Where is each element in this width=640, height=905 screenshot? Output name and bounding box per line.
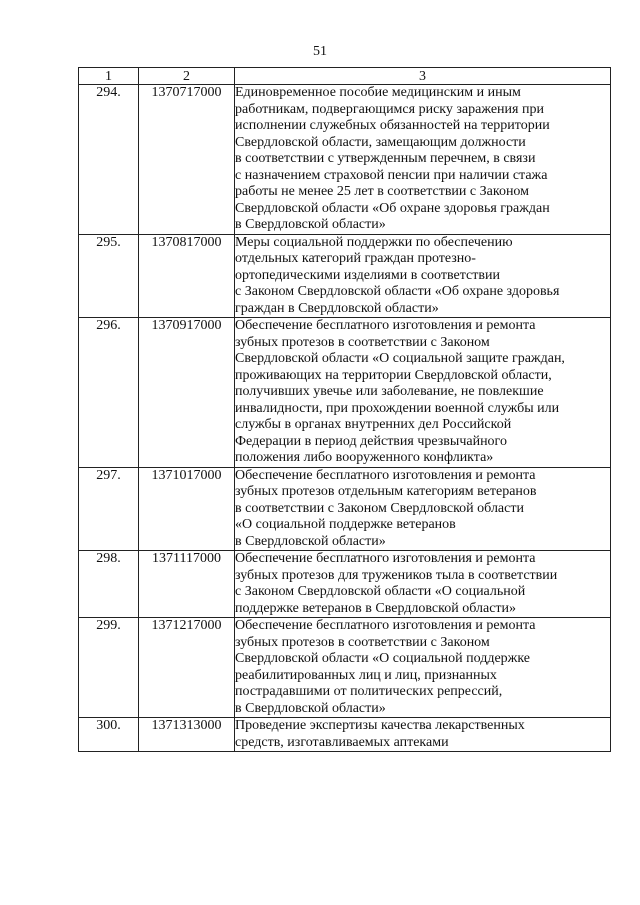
row-number: 298.: [79, 551, 139, 618]
table-row: [79, 718, 611, 752]
description-line: пострадавшими от политических репрессий,: [235, 684, 503, 699]
description-line: с Законом Свердловской области «О социальной: [235, 584, 526, 599]
description-line: Обеспечение бесплатного изготовления и ремонта: [235, 467, 536, 483]
description-line: работы не менее 25 лет в соответствии с Законом: [235, 184, 530, 199]
row-description: [235, 467, 611, 551]
description-line: граждан в Свердловской области»: [235, 300, 439, 316]
description-line: получивших увечье или заболевание, не повлекшие: [235, 384, 544, 399]
row-description: [235, 234, 611, 318]
row-code: 1370817000: [139, 234, 235, 318]
description-line: работникам, подвергающимся риску заражения при: [235, 101, 544, 117]
description-line: Проведение экспертизы качества лекарственных: [235, 718, 525, 733]
row-description: [235, 318, 611, 468]
description-line: в Свердловской области»: [235, 533, 386, 549]
row-description: [235, 85, 611, 235]
description-line: Меры социальной поддержки по обеспечению: [235, 234, 513, 250]
row-number: 294.: [79, 85, 139, 235]
budget-codes-table: [78, 67, 611, 752]
row-number: 295.: [79, 234, 139, 318]
description-line: зубных протезов в соответствии с Законом: [235, 334, 490, 350]
table-row: [79, 318, 611, 468]
description-line: Свердловской области «О социальной защите граждан,: [235, 351, 565, 366]
description-line: проживающих на территории Свердловской области,: [235, 367, 552, 383]
description-line: в соответствии с утвержденным перечнем, в связи: [235, 151, 536, 166]
row-number: 299.: [79, 618, 139, 718]
description-line: в Свердловской области»: [235, 217, 386, 232]
column-header-1: 1: [79, 68, 139, 85]
row-code: 1371117000: [139, 551, 235, 618]
description-line: с назначением страховой пенсии при наличии стажа: [235, 167, 548, 183]
description-line: положения либо вооруженного конфликта»: [235, 450, 494, 465]
description-line: ортопедическими изделиями в соответствии: [235, 267, 500, 283]
description-line: Обеспечение бесплатного изготовления и ремонта: [235, 318, 536, 333]
description-line: зубных протезов в соответствии с Законом: [235, 634, 490, 650]
row-code: 1371313000: [139, 718, 235, 752]
row-number: 297.: [79, 467, 139, 551]
column-header-2: 2: [139, 68, 235, 85]
description-line: средств, изготавливаемых аптеками: [235, 734, 449, 750]
description-line: зубных протезов для тружеников тыла в соответствии: [235, 567, 558, 583]
description-line: Свердловской области, замещающим должности: [235, 134, 526, 150]
description-line: исполнении служебных обязанностей на территории: [235, 118, 550, 133]
table-row: [79, 467, 611, 551]
row-description: [235, 551, 611, 618]
page-number: 51: [313, 44, 327, 59]
row-description: [235, 718, 611, 752]
column-header-3: 3: [235, 68, 611, 85]
description-line: Свердловской области «О социальной поддержке: [235, 651, 531, 666]
table-header-row: [79, 68, 611, 85]
description-line: Обеспечение бесплатного изготовления и ремонта: [235, 551, 536, 566]
description-line: Федерации в период действия чрезвычайного: [235, 433, 507, 449]
row-description: [235, 618, 611, 718]
row-number: 296.: [79, 318, 139, 468]
table-row: [79, 85, 611, 235]
description-line: поддержке ветеранов в Свердловской области»: [235, 600, 517, 616]
row-code: 1370717000: [139, 85, 235, 235]
row-code: 1371017000: [139, 467, 235, 551]
row-code: 1371217000: [139, 618, 235, 718]
description-line: Обеспечение бесплатного изготовления и ремонта: [235, 618, 536, 633]
description-line: реабилитированных лиц и лиц, признанных: [235, 667, 497, 683]
table-row: [79, 618, 611, 718]
table-row: [79, 234, 611, 318]
description-line: службы в органах внутренних дел Российской: [235, 417, 512, 432]
description-line: в Свердловской области»: [235, 700, 386, 716]
row-number: 300.: [79, 718, 139, 752]
description-line: в соответствии с Законом Свердловской области: [235, 500, 524, 516]
description-line: зубных протезов отдельным категориям ветеранов: [235, 484, 537, 499]
description-line: Свердловской области «Об охране здоровья граждан: [235, 200, 550, 216]
description-line: с Законом Свердловской области «Об охране здоровья: [235, 284, 560, 299]
description-line: инвалидности, при прохождении военной службы или: [235, 400, 560, 416]
row-code: 1370917000: [139, 318, 235, 468]
description-line: «О социальной поддержке ветеранов: [235, 517, 456, 532]
description-line: отдельных категорий граждан протезно-: [235, 251, 476, 266]
table-row: [79, 551, 611, 618]
description-line: Единовременное пособие медицинским и иным: [235, 85, 521, 100]
